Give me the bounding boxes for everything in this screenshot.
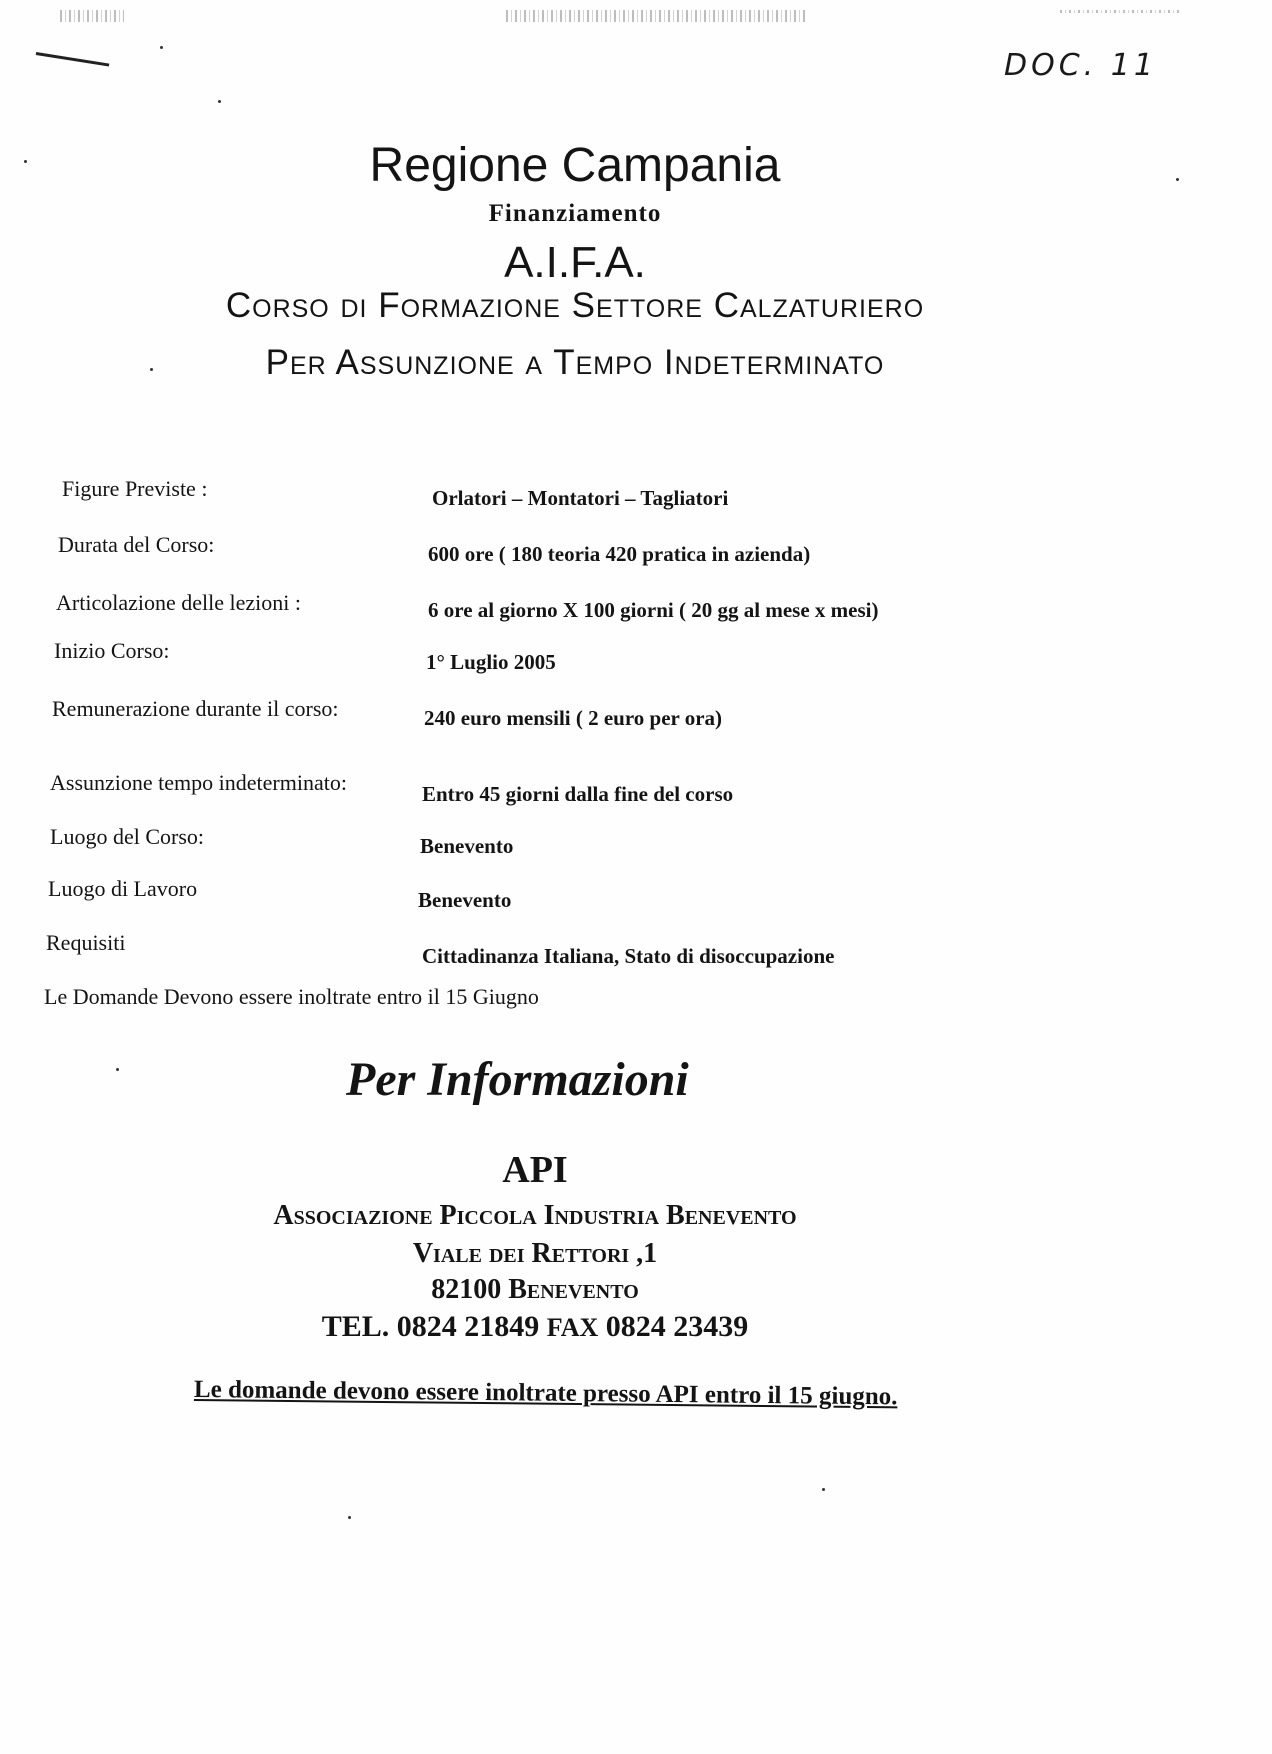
detail-value: Benevento (420, 834, 514, 858)
scan-speck (822, 1488, 825, 1491)
scan-noise (60, 10, 124, 22)
course-title-line2: Per Assunzione a Tempo Indeterminato (265, 343, 885, 382)
scan-speck (1176, 178, 1179, 181)
detail-label: Durata del Corso: (58, 532, 215, 557)
document-number-handwritten: DOC. 11 (1004, 48, 1157, 83)
detail-label: Requisiti (46, 930, 126, 955)
detail-value: Benevento (418, 888, 512, 912)
scan-speck (218, 100, 221, 103)
org-phone-fax (0, 1310, 1070, 1344)
fax-label: FAX (546, 1313, 599, 1342)
scan-speck (160, 46, 163, 49)
final-deadline-note: Le domande devono essere inoltrate presso API entro il 15 giugno. (193, 1376, 898, 1411)
detail-label: Remunerazione durante il corso: (52, 696, 339, 721)
detail-value: 6 ore al giorno X 100 giorni ( 20 gg al mese x mesi) (428, 598, 879, 622)
detail-label: Assunzione tempo indeterminato: (50, 770, 347, 795)
org-address: Viale dei Rettori ,1 (412, 1238, 658, 1269)
org-city: 82100 Benevento (431, 1274, 639, 1305)
region-title: Regione Campania (369, 139, 781, 192)
detail-value: Entro 45 giorni dalla fine del corso (422, 782, 734, 806)
course-title-line1: Corso di Formazione Settore Calzaturiero (225, 286, 925, 325)
tel-number: 0824 21849 (396, 1310, 540, 1343)
detail-value: Cittadinanza Italiana, Stato di disoccupazione (422, 944, 835, 968)
org-short-name: API (502, 1149, 568, 1191)
deadline-note: Le Domande Devono essere inoltrate entro il 15 Giugno (44, 984, 539, 1009)
detail-value: 240 euro mensili ( 2 euro per ora) (424, 706, 723, 730)
scan-noise (506, 10, 806, 22)
funder-name: A.I.F.A. (504, 238, 646, 287)
scan-mark (36, 52, 110, 67)
org-full-name: Associazione Piccola Industria Benevento (273, 1200, 797, 1231)
info-heading: Per Informazioni (346, 1053, 689, 1106)
detail-value: Orlatori – Montatori – Tagliatori (432, 486, 729, 510)
fax-number: 0824 23439 (605, 1310, 749, 1343)
detail-label: Inizio Corso: (54, 638, 170, 663)
detail-label: Luogo di Lavoro (48, 876, 198, 901)
funding-label: Finanziamento (488, 200, 662, 227)
detail-label: Luogo del Corso: (50, 824, 204, 849)
scan-speck (348, 1516, 351, 1519)
scan-noise (1060, 10, 1180, 13)
detail-value: 1° Luglio 2005 (426, 650, 556, 674)
detail-label: Articolazione delle lezioni : (56, 590, 301, 615)
detail-label: Figure Previste : (62, 476, 208, 501)
scan-speck (116, 1068, 119, 1071)
tel-label: TEL. (321, 1310, 390, 1343)
detail-value: 600 ore ( 180 teoria 420 pratica in azienda) (428, 542, 811, 566)
